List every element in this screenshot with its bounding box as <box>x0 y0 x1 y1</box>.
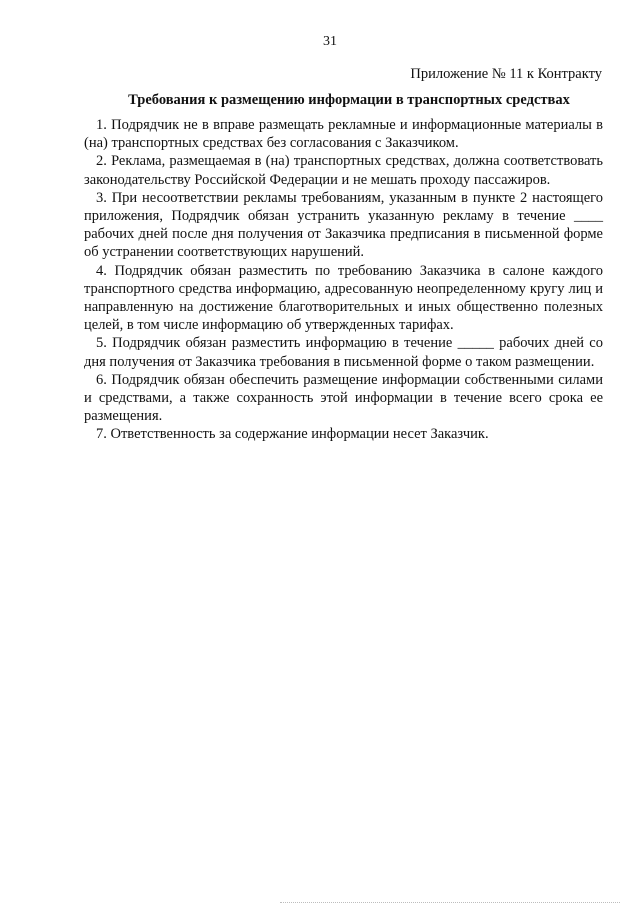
requirements-list <box>84 116 603 444</box>
document-title: Требования к размещению информации в транспортных средствах <box>128 92 570 108</box>
paragraph-1: 1. Подрядчик не в вправе размещать рекламные и информационные материалы в (на) транспортных средствах без согласования с Заказчиком. <box>84 117 603 152</box>
scan-edge-line <box>280 901 620 903</box>
paragraph-4: 4. Подрядчик обязан разместить по требованию Заказчика в салоне каждого транспортного средства информацию, адресованную неопределенному кругу лиц и направленную на достижение благотворительных и иных общественно полезных целей, в том числе информацию об утвержденных тарифах. <box>84 262 603 334</box>
page-number: 31 <box>323 34 337 49</box>
appendix-label: Приложение № 11 к Контракту <box>410 66 602 82</box>
paragraph-5: 5. Подрядчик обязан разместить информацию в течение _____ рабочих дней со дня получения от Заказчика требования в письменной форме о таком размещении. <box>84 335 603 370</box>
paragraph-3: 3. При несоответствии рекламы требованиям, указанным в пункте 2 настоящего приложения, Подрядчик обязан устранить указанную рекламу в течение ____ рабочих дней после дня получения от Заказчика предписания в письменной форме об устранении соответствующих нарушений. <box>84 189 603 261</box>
paragraph-2: 2. Реклама, размещаемая в (на) транспортных средствах, должна соответствовать законодательству Российской Федерации и не мешать проходу пассажиров. <box>84 153 603 188</box>
paragraph-6: 6. Подрядчик обязан обеспечить размещение информации собственными силами и средствами, а также сохранность этой информации в течение всего срока ее размещения. <box>84 371 603 425</box>
paragraph-7: 7. Ответственность за содержание информации несет Заказчик. <box>96 426 489 443</box>
